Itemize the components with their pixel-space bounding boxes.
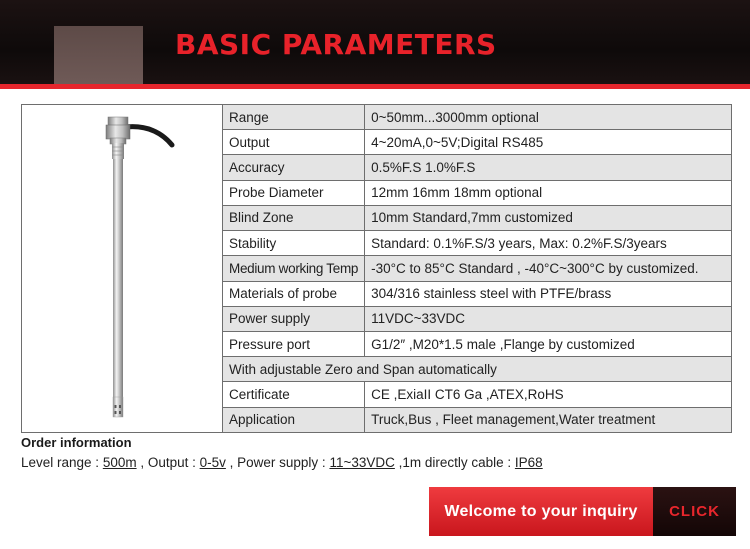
product-image-cell: [22, 105, 223, 433]
order-power-value: 11~33VDC: [329, 455, 395, 470]
header-banner: [0, 0, 750, 84]
spec-label-application: Application: [223, 407, 365, 432]
order-power-label: , Power supply :: [225, 455, 330, 470]
spec-value-materials: 304/316 stainless steel with PTFE/brass: [365, 281, 732, 306]
spec-value-output: 4~20mA,0~5V;Digital RS485: [365, 130, 732, 155]
spec-label-certificate: Certificate: [223, 382, 365, 407]
spec-value-range: 0~50mm...3000mm optional: [365, 105, 732, 130]
page-title: BASIC PARAMETERS: [175, 28, 497, 61]
probe-tube: [113, 159, 123, 405]
banner-divider: [0, 84, 750, 89]
order-cable-value: IP68: [514, 455, 543, 470]
spec-label-accuracy: Accuracy: [223, 155, 365, 180]
spec-label-medium-temp: Medium working Temp: [223, 256, 365, 281]
spec-label-probe-diameter: Probe Diameter: [223, 180, 365, 205]
spec-note-adjustable: With adjustable Zero and Span automatically: [223, 357, 732, 382]
spec-label-blind-zone: Blind Zone: [223, 205, 365, 230]
spec-value-probe-diameter: 12mm 16mm 18mm optional: [365, 180, 732, 205]
spec-label-materials: Materials of probe: [223, 281, 365, 306]
inquiry-button[interactable]: [429, 487, 736, 536]
table-row: [22, 105, 732, 130]
spec-label-pressure-port: Pressure port: [223, 331, 365, 356]
spec-value-stability: Standard: 0.1%F.S/3 years, Max: 0.2%F.S/3years: [365, 231, 732, 256]
order-information-heading: Order information: [21, 435, 132, 450]
cable: [126, 127, 172, 145]
inquiry-button-label[interactable]: Welcome to your inquiry: [429, 487, 653, 536]
click-button[interactable]: CLICK: [653, 487, 736, 536]
spec-value-pressure-port: G1/2″ ,M20*1.5 male ,Flange by customized: [365, 331, 732, 356]
order-cable-label: ,1m directly cable :: [394, 455, 515, 470]
order-output-value: 0-5v: [199, 455, 226, 470]
banner-decoration: [54, 26, 143, 84]
level-sensor-probe-image: [22, 105, 222, 429]
spec-value-accuracy: 0.5%F.S 1.0%F.S: [365, 155, 732, 180]
spec-value-power-supply: 11VDC~33VDC: [365, 306, 732, 331]
spec-value-medium-temp: -30°C to 85°C Standard , -40°C~300°C by customized.: [365, 256, 732, 281]
spec-label-range: Range: [223, 105, 365, 130]
order-level-value: 500m: [102, 455, 137, 470]
parameters-table: [21, 104, 732, 433]
spec-value-blind-zone: 10mm Standard,7mm customized: [365, 205, 732, 230]
order-information-line: [21, 455, 543, 470]
spec-value-application: Truck,Bus , Fleet management,Water treatment: [365, 407, 732, 432]
spec-label-power-supply: Power supply: [223, 306, 365, 331]
spec-label-output: Output: [223, 130, 365, 155]
spec-value-certificate: CE ,ExiaII CT6 Ga ,ATEX,RoHS: [365, 382, 732, 407]
order-level-label: Level range :: [21, 455, 103, 470]
order-output-label: , Output :: [136, 455, 200, 470]
spec-label-stability: Stability: [223, 231, 365, 256]
